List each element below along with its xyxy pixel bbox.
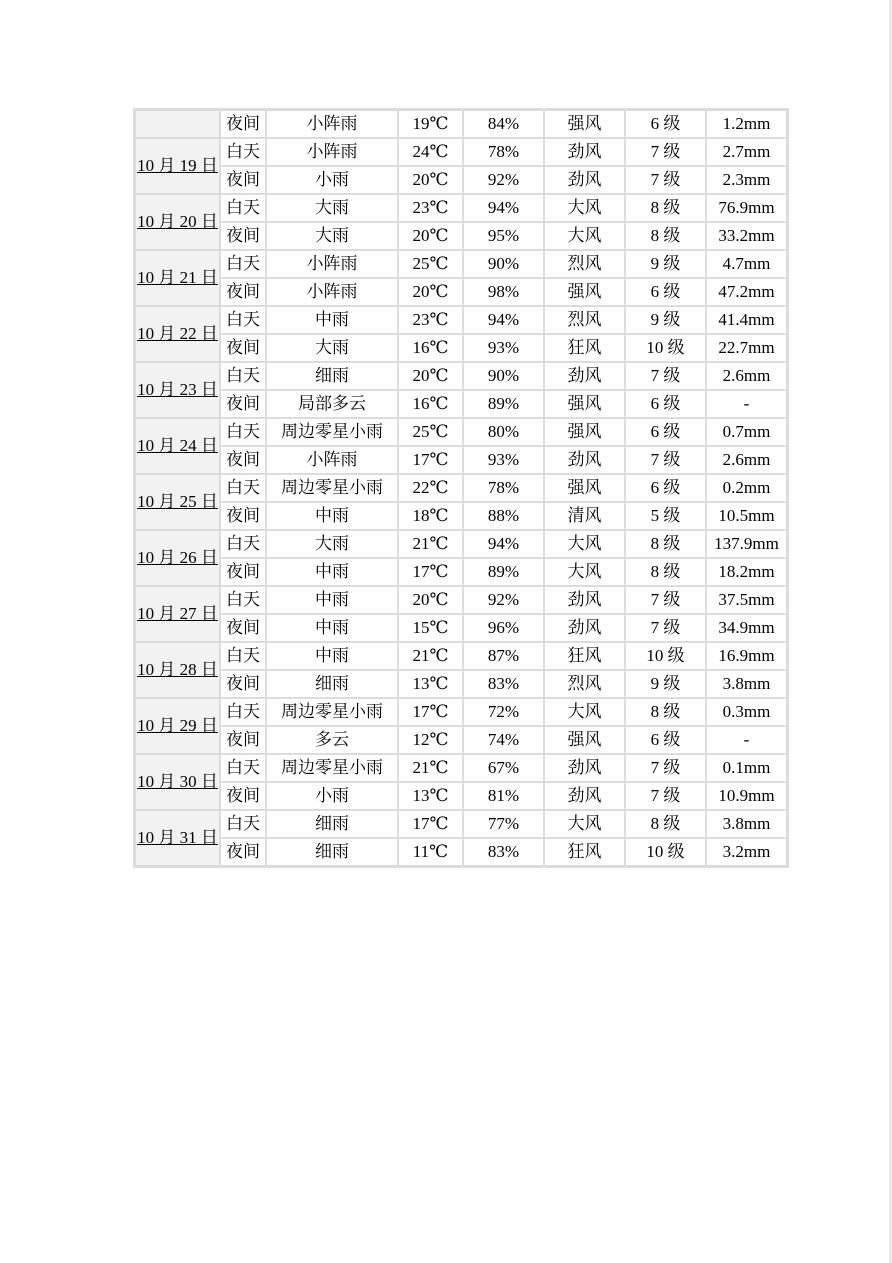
temperature-cell: 24℃ [398,138,463,166]
weather-cell: 多云 [266,726,398,754]
table-row [135,474,787,502]
period-cell: 白天 [220,642,266,670]
wind-cell: 劲风 [544,782,625,810]
wind-level-cell: 6 级 [625,390,706,418]
weather-cell: 中雨 [266,558,398,586]
table-row [135,810,787,838]
humidity-cell: 89% [463,390,544,418]
weather-cell: 大雨 [266,222,398,250]
wind-cell: 大风 [544,558,625,586]
date-cell [135,194,220,250]
humidity-cell: 94% [463,194,544,222]
humidity-cell: 78% [463,138,544,166]
period-cell: 夜间 [220,502,266,530]
precipitation-cell: 33.2mm [706,222,787,250]
wind-level-cell: 10 级 [625,642,706,670]
humidity-cell: 90% [463,362,544,390]
wind-level-cell: 7 级 [625,138,706,166]
date-cell [135,362,220,418]
period-cell: 夜间 [220,390,266,418]
table-row [135,838,787,866]
period-cell: 白天 [220,530,266,558]
wind-level-cell: 9 级 [625,306,706,334]
table-row [135,166,787,194]
temperature-cell: 16℃ [398,390,463,418]
weather-cell: 小阵雨 [266,278,398,306]
wind-cell: 大风 [544,222,625,250]
humidity-cell: 81% [463,782,544,810]
weather-cell: 中雨 [266,586,398,614]
precipitation-cell: 1.2mm [706,110,787,138]
wind-cell: 劲风 [544,614,625,642]
weather-cell: 小阵雨 [266,446,398,474]
date-label: 10 月 24 日 [137,436,218,455]
humidity-cell: 72% [463,698,544,726]
table-row [135,222,787,250]
wind-cell: 大风 [544,530,625,558]
wind-cell: 强风 [544,390,625,418]
precipitation-cell: 0.2mm [706,474,787,502]
temperature-cell: 17℃ [398,698,463,726]
temperature-cell: 17℃ [398,446,463,474]
wind-cell: 烈风 [544,670,625,698]
period-cell: 夜间 [220,726,266,754]
precipitation-cell: 3.2mm [706,838,787,866]
temperature-cell: 20℃ [398,362,463,390]
wind-level-cell: 7 级 [625,586,706,614]
humidity-cell: 83% [463,670,544,698]
humidity-cell: 89% [463,558,544,586]
wind-level-cell: 8 级 [625,222,706,250]
precipitation-cell: 2.6mm [706,446,787,474]
precipitation-cell: 34.9mm [706,614,787,642]
date-label: 10 月 27 日 [137,604,218,623]
wind-level-cell: 6 级 [625,726,706,754]
date-cell [135,250,220,306]
period-cell: 夜间 [220,110,266,138]
weather-cell: 大雨 [266,194,398,222]
table-body [135,110,787,866]
wind-level-cell: 10 级 [625,334,706,362]
humidity-cell: 94% [463,306,544,334]
precipitation-cell: 18.2mm [706,558,787,586]
date-label: 10 月 25 日 [137,492,218,511]
humidity-cell: 80% [463,418,544,446]
weather-cell: 细雨 [266,362,398,390]
precipitation-cell: 3.8mm [706,810,787,838]
weather-cell: 小雨 [266,166,398,194]
precipitation-cell: 0.3mm [706,698,787,726]
date-label: 10 月 23 日 [137,380,218,399]
precipitation-cell: 2.3mm [706,166,787,194]
temperature-cell: 21℃ [398,530,463,558]
period-cell: 白天 [220,362,266,390]
wind-level-cell: 8 级 [625,698,706,726]
weather-cell: 周边零星小雨 [266,474,398,502]
date-label: 10 月 19 日 [137,156,218,175]
date-label: 10 月 20 日 [137,212,218,231]
precipitation-cell: - [706,390,787,418]
table-row [135,586,787,614]
date-cell [135,418,220,474]
weather-cell: 小雨 [266,782,398,810]
weather-cell: 周边零星小雨 [266,418,398,446]
period-cell: 白天 [220,250,266,278]
table-row [135,446,787,474]
precipitation-cell: 47.2mm [706,278,787,306]
date-label: 10 月 31 日 [137,828,218,847]
temperature-cell: 13℃ [398,782,463,810]
weather-table [133,108,789,868]
table-row [135,250,787,278]
wind-level-cell: 10 级 [625,838,706,866]
wind-cell: 烈风 [544,250,625,278]
date-cell [135,474,220,530]
wind-cell: 烈风 [544,306,625,334]
humidity-cell: 98% [463,278,544,306]
temperature-cell: 18℃ [398,502,463,530]
period-cell: 白天 [220,474,266,502]
precipitation-cell: 137.9mm [706,530,787,558]
wind-level-cell: 6 级 [625,110,706,138]
precipitation-cell: 2.6mm [706,362,787,390]
weather-cell: 中雨 [266,614,398,642]
wind-cell: 狂风 [544,838,625,866]
period-cell: 夜间 [220,222,266,250]
date-cell [135,530,220,586]
wind-level-cell: 7 级 [625,446,706,474]
weather-cell: 局部多云 [266,390,398,418]
period-cell: 夜间 [220,558,266,586]
period-cell: 夜间 [220,838,266,866]
precipitation-cell: 76.9mm [706,194,787,222]
weather-cell: 大雨 [266,530,398,558]
date-label: 10 月 22 日 [137,324,218,343]
table-row [135,558,787,586]
wind-cell: 强风 [544,278,625,306]
temperature-cell: 11℃ [398,838,463,866]
precipitation-cell: 37.5mm [706,586,787,614]
table-row [135,782,787,810]
precipitation-cell: 22.7mm [706,334,787,362]
wind-cell: 狂风 [544,642,625,670]
wind-level-cell: 8 级 [625,810,706,838]
table-row [135,698,787,726]
date-cell [135,754,220,810]
date-label: 10 月 29 日 [137,716,218,735]
weather-cell: 细雨 [266,810,398,838]
period-cell: 夜间 [220,670,266,698]
wind-level-cell: 6 级 [625,474,706,502]
humidity-cell: 93% [463,334,544,362]
temperature-cell: 20℃ [398,586,463,614]
wind-cell: 强风 [544,726,625,754]
wind-cell: 劲风 [544,754,625,782]
humidity-cell: 74% [463,726,544,754]
humidity-cell: 83% [463,838,544,866]
wind-level-cell: 7 级 [625,614,706,642]
precipitation-cell: 0.7mm [706,418,787,446]
precipitation-cell: 41.4mm [706,306,787,334]
table-row [135,390,787,418]
temperature-cell: 22℃ [398,474,463,502]
date-cell [135,110,220,138]
weather-cell: 细雨 [266,838,398,866]
wind-level-cell: 5 级 [625,502,706,530]
weather-cell: 中雨 [266,502,398,530]
table-row [135,278,787,306]
wind-cell: 大风 [544,810,625,838]
temperature-cell: 25℃ [398,418,463,446]
wind-level-cell: 7 级 [625,362,706,390]
humidity-cell: 92% [463,586,544,614]
precipitation-cell: 4.7mm [706,250,787,278]
precipitation-cell: 10.5mm [706,502,787,530]
date-cell [135,586,220,642]
weather-cell: 小阵雨 [266,110,398,138]
temperature-cell: 17℃ [398,558,463,586]
table-row [135,306,787,334]
wind-level-cell: 7 级 [625,782,706,810]
weather-cell: 周边零星小雨 [266,698,398,726]
wind-cell: 劲风 [544,586,625,614]
date-cell [135,306,220,362]
humidity-cell: 93% [463,446,544,474]
period-cell: 白天 [220,418,266,446]
date-cell [135,698,220,754]
table-row [135,502,787,530]
weather-cell: 细雨 [266,670,398,698]
temperature-cell: 16℃ [398,334,463,362]
period-cell: 白天 [220,754,266,782]
precipitation-cell: - [706,726,787,754]
table-row [135,334,787,362]
temperature-cell: 25℃ [398,250,463,278]
date-cell [135,138,220,194]
table-row [135,362,787,390]
wind-level-cell: 8 级 [625,194,706,222]
wind-cell: 劲风 [544,362,625,390]
precipitation-cell: 16.9mm [706,642,787,670]
period-cell: 白天 [220,586,266,614]
temperature-cell: 17℃ [398,810,463,838]
weather-cell: 小阵雨 [266,138,398,166]
temperature-cell: 20℃ [398,278,463,306]
date-cell [135,810,220,866]
wind-level-cell: 8 级 [625,558,706,586]
date-label: 10 月 26 日 [137,548,218,567]
period-cell: 夜间 [220,614,266,642]
wind-level-cell: 8 级 [625,530,706,558]
period-cell: 白天 [220,810,266,838]
temperature-cell: 21℃ [398,754,463,782]
period-cell: 夜间 [220,334,266,362]
temperature-cell: 23℃ [398,194,463,222]
temperature-cell: 20℃ [398,166,463,194]
table-row [135,614,787,642]
period-cell: 白天 [220,698,266,726]
wind-cell: 狂风 [544,334,625,362]
wind-cell: 大风 [544,698,625,726]
precipitation-cell: 10.9mm [706,782,787,810]
wind-cell: 强风 [544,418,625,446]
table-row [135,726,787,754]
humidity-cell: 67% [463,754,544,782]
wind-cell: 强风 [544,110,625,138]
temperature-cell: 13℃ [398,670,463,698]
wind-level-cell: 6 级 [625,418,706,446]
temperature-cell: 15℃ [398,614,463,642]
wind-cell: 劲风 [544,166,625,194]
table-row [135,138,787,166]
humidity-cell: 90% [463,250,544,278]
period-cell: 白天 [220,306,266,334]
period-cell: 夜间 [220,278,266,306]
period-cell: 白天 [220,138,266,166]
wind-level-cell: 9 级 [625,670,706,698]
humidity-cell: 87% [463,642,544,670]
table-row [135,642,787,670]
date-label: 10 月 21 日 [137,268,218,287]
table-row [135,670,787,698]
humidity-cell: 92% [463,166,544,194]
weather-cell: 周边零星小雨 [266,754,398,782]
humidity-cell: 77% [463,810,544,838]
precipitation-cell: 2.7mm [706,138,787,166]
period-cell: 夜间 [220,782,266,810]
precipitation-cell: 3.8mm [706,670,787,698]
period-cell: 白天 [220,194,266,222]
wind-cell: 清风 [544,502,625,530]
humidity-cell: 78% [463,474,544,502]
wind-level-cell: 7 级 [625,754,706,782]
temperature-cell: 20℃ [398,222,463,250]
wind-level-cell: 7 级 [625,166,706,194]
humidity-cell: 94% [463,530,544,558]
wind-cell: 大风 [544,194,625,222]
table-row [135,754,787,782]
temperature-cell: 19℃ [398,110,463,138]
humidity-cell: 95% [463,222,544,250]
period-cell: 夜间 [220,446,266,474]
weather-cell: 中雨 [266,306,398,334]
weather-cell: 小阵雨 [266,250,398,278]
precipitation-cell: 0.1mm [706,754,787,782]
humidity-cell: 96% [463,614,544,642]
wind-cell: 劲风 [544,446,625,474]
date-label: 10 月 30 日 [137,772,218,791]
weather-cell: 大雨 [266,334,398,362]
humidity-cell: 84% [463,110,544,138]
wind-cell: 劲风 [544,138,625,166]
weather-cell: 中雨 [266,642,398,670]
table-row [135,418,787,446]
temperature-cell: 23℃ [398,306,463,334]
table-row [135,530,787,558]
date-label: 10 月 28 日 [137,660,218,679]
wind-level-cell: 9 级 [625,250,706,278]
date-cell [135,642,220,698]
wind-cell: 强风 [544,474,625,502]
temperature-cell: 12℃ [398,726,463,754]
period-cell: 夜间 [220,166,266,194]
table-row [135,194,787,222]
humidity-cell: 88% [463,502,544,530]
temperature-cell: 21℃ [398,642,463,670]
wind-level-cell: 6 级 [625,278,706,306]
table-row [135,110,787,138]
